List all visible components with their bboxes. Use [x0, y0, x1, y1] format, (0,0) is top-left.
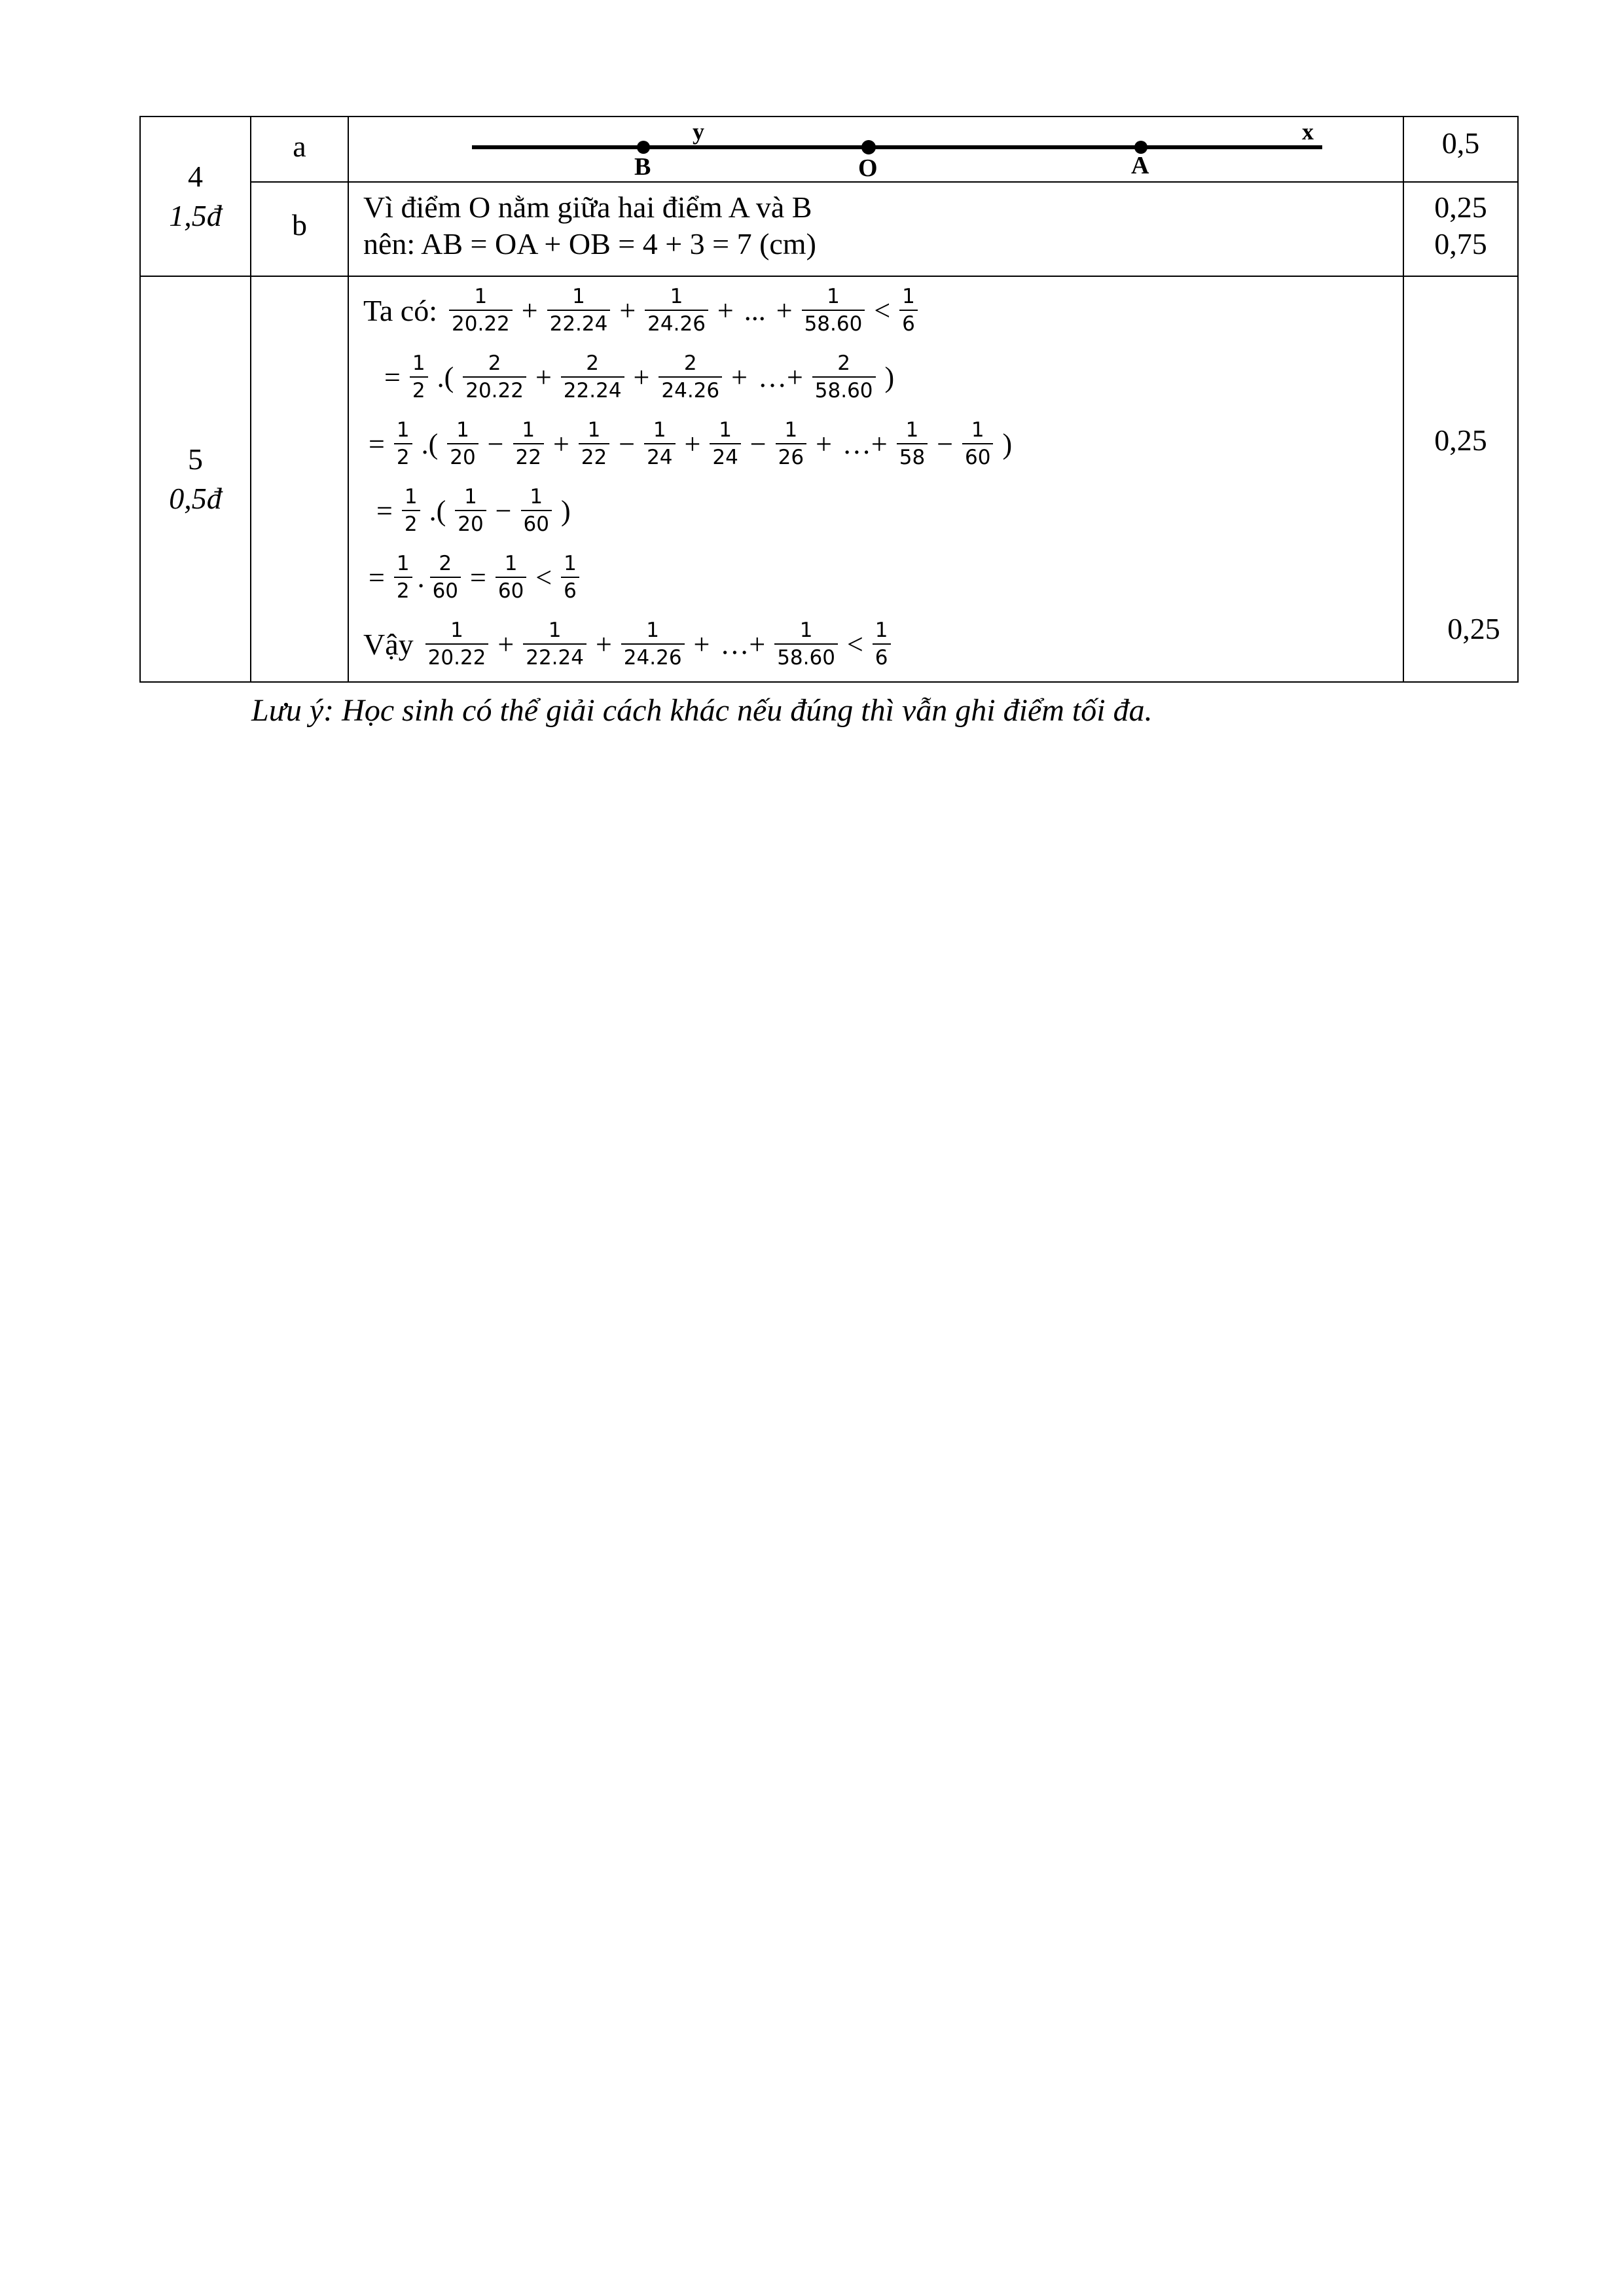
operator: =	[369, 561, 385, 594]
ray-figure-cell	[348, 117, 1403, 182]
fraction: $\frac{1}{58.60}$	[802, 285, 865, 336]
point-o-dot	[861, 140, 876, 154]
point-b-label: B	[634, 153, 651, 180]
fraction: $\frac{1}{60}$	[962, 418, 993, 469]
operator: +	[595, 628, 612, 660]
fraction: $\frac{1}{20.22}$	[425, 619, 489, 670]
part-label: a	[293, 130, 306, 163]
score-cell	[1403, 182, 1518, 276]
fraction: $\frac{1}{20}$	[447, 418, 478, 469]
question-number: 4	[188, 160, 203, 193]
fraction: $\frac{1}{22}$	[579, 418, 609, 469]
operator: +	[619, 294, 636, 327]
part-b-label-cell	[251, 182, 348, 276]
math-line	[349, 277, 1403, 344]
operator: =	[470, 561, 486, 594]
fraction: $\frac{2}{20.22}$	[463, 351, 526, 403]
part-b-content	[348, 182, 1403, 276]
fraction: $\frac{1}{24.26}$	[645, 285, 708, 336]
question-points: 0,5đ	[169, 482, 222, 515]
operator: −	[495, 494, 512, 527]
operator: −	[749, 427, 767, 460]
fraction: $\frac{1}{6}$	[561, 552, 579, 603]
ta-co-label: Ta có:	[363, 293, 438, 327]
fraction: $\frac{1}{60}$	[496, 552, 526, 603]
operator: +	[521, 294, 538, 327]
fraction: $\frac{1}{22}$	[513, 418, 544, 469]
point-o-label: O	[858, 154, 878, 180]
fraction: $\frac{1}{6}$	[899, 285, 918, 336]
operator: …+	[720, 628, 766, 660]
fraction: $\frac{1}{2}$	[394, 418, 412, 469]
ray-label-y: y	[693, 118, 704, 145]
fraction: $\frac{1}{20}$	[455, 485, 486, 536]
operator: =	[384, 361, 401, 393]
score: 0,25	[1434, 423, 1487, 457]
fraction: $\frac{2}{60}$	[430, 552, 461, 603]
fraction: $\frac{1}{22.24}$	[547, 285, 611, 336]
point-a-label: A	[1131, 152, 1149, 179]
score: 0,25	[1434, 190, 1487, 224]
operator: )	[1002, 427, 1013, 460]
part-label: b	[292, 208, 307, 242]
score-cell	[1403, 276, 1518, 682]
operator: +	[693, 628, 710, 660]
fraction: $\frac{2}{24.26}$	[659, 351, 722, 403]
operator: .(	[429, 494, 446, 527]
operator: +	[535, 361, 552, 393]
text-line: nên: AB = OA + OB = 4 + 3 = 7 (cm)	[363, 227, 816, 260]
fraction: $\frac{1}{60}$	[521, 485, 552, 536]
fraction: $\frac{2}{58.60}$	[812, 351, 876, 403]
fraction: $\frac{1}{24}$	[710, 418, 740, 469]
ray-label-x: x	[1302, 118, 1314, 145]
text-line: Vì điểm O nằm giữa hai điểm A và B	[363, 190, 812, 224]
operator: +	[633, 361, 650, 393]
question-5-cell	[140, 276, 251, 682]
operator: <	[846, 628, 863, 660]
fraction: $\frac{1}{26}$	[776, 418, 806, 469]
math-line	[349, 410, 1403, 477]
score: 0,5	[1441, 126, 1480, 160]
fraction: $\frac{1}{58}$	[897, 418, 928, 469]
score: 0,75	[1434, 227, 1487, 260]
score: 0,25	[1447, 612, 1500, 645]
fraction: $\frac{1}{2}$	[394, 552, 412, 603]
math-line	[349, 611, 1403, 677]
fraction: $\frac{1}{24.26}$	[621, 619, 685, 670]
operator: =	[369, 427, 385, 460]
question-points: 1,5đ	[169, 199, 222, 232]
operator: …+	[842, 427, 888, 460]
operator: )	[884, 361, 895, 393]
operator: <	[874, 294, 891, 327]
operator: +	[816, 427, 832, 460]
answer-table	[139, 116, 1519, 683]
point-b-dot	[637, 141, 650, 154]
fraction: $\frac{1}{2}$	[410, 351, 428, 403]
question-4-cell	[140, 117, 251, 276]
operator: +	[731, 361, 748, 393]
fraction: $\frac{1}{24}$	[644, 418, 675, 469]
operator: +	[684, 427, 701, 460]
operator: =	[376, 494, 393, 527]
question-number: 5	[188, 442, 203, 476]
question-5-solution	[348, 276, 1403, 682]
math-line	[349, 477, 1403, 544]
operator: −	[487, 427, 504, 460]
operator: +	[552, 427, 569, 460]
score-cell	[1403, 117, 1518, 182]
operator: ...	[744, 294, 766, 327]
operator: −	[619, 427, 636, 460]
fraction: $\frac{1}{2}$	[402, 485, 420, 536]
operator: +	[497, 628, 514, 660]
math-line	[349, 344, 1403, 410]
operator: …+	[757, 361, 803, 393]
operator: +	[717, 294, 734, 327]
fraction: $\frac{2}{22.24}$	[561, 351, 624, 403]
operator: −	[937, 427, 954, 460]
fraction: $\frac{1}{58.60}$	[774, 619, 838, 670]
footnote: Lưu ý: Học sinh có thể giải cách khác nếu đúng thì vẫn ghi điểm tối đa.	[251, 693, 1153, 728]
part-a-label-cell	[251, 117, 348, 182]
math-line: = $\frac{1}{2}$ . $\frac{2}{60}$ = $\frac{1}{60}$ < $\frac{1}{6}$	[349, 544, 1403, 611]
fraction: $\frac{1}{6}$	[873, 619, 891, 670]
ray-figure	[349, 117, 1403, 180]
operator: .(	[437, 361, 454, 393]
fraction: $\frac{1}{20.22}$	[449, 285, 513, 336]
fraction: $\frac{1}{22.24}$	[523, 619, 586, 670]
empty-part-cell	[251, 276, 348, 682]
operator: <	[535, 561, 552, 594]
vay-label: Vậy	[363, 627, 414, 661]
operator: +	[776, 294, 793, 327]
operator: )	[560, 494, 571, 527]
operator: .(	[421, 427, 439, 460]
